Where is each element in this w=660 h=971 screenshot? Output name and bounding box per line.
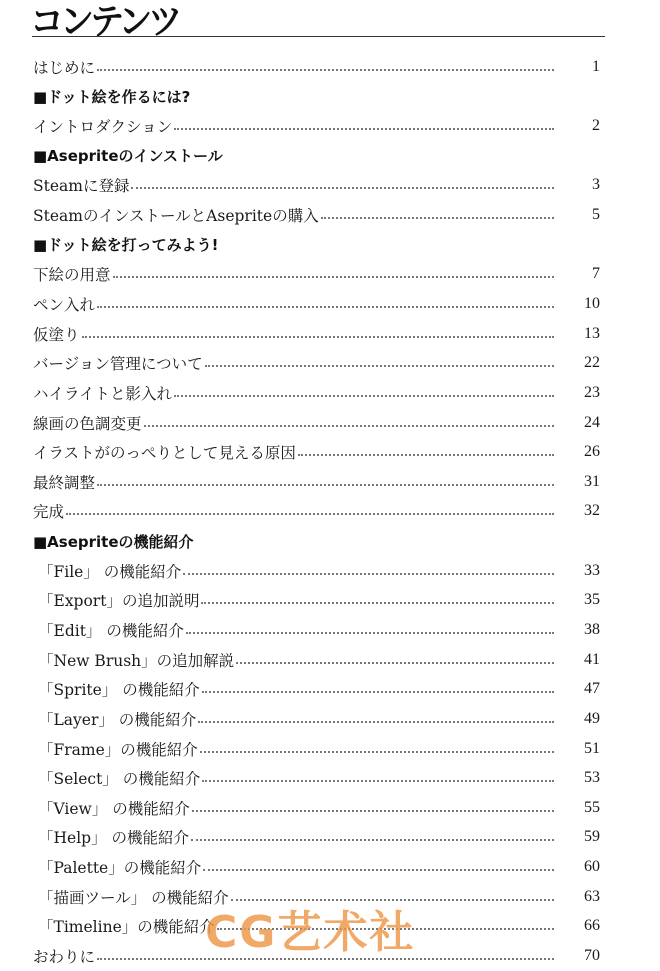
toc-entry-label: 「New Brush」の追加解説	[38, 651, 235, 670]
toc-page-number: 13	[584, 324, 600, 342]
toc-entry[interactable]	[0, 289, 660, 319]
section-heading-label: ■Asepriteのインストール	[33, 147, 223, 166]
toc-entry-label: 「Timeline」の機能紹介	[38, 918, 215, 937]
toc-section-heading	[0, 230, 660, 260]
title-divider	[32, 36, 605, 37]
toc-entry-label: イントロダクション	[33, 118, 173, 137]
toc-entry[interactable]	[0, 467, 660, 497]
toc-entry[interactable]	[0, 556, 660, 586]
toc-page-number: 26	[584, 443, 600, 461]
dot-leader	[298, 454, 554, 456]
toc-entry[interactable]	[0, 674, 660, 704]
toc-entry-label: ペン入れ	[33, 295, 96, 314]
toc-entry-label: 線画の色調変更	[33, 414, 142, 433]
toc-entry-label: 完成	[33, 503, 65, 522]
toc-page-number: 31	[584, 472, 600, 490]
toc-entry-label: 「View」 の機能紹介	[38, 799, 190, 818]
dot-leader	[113, 276, 554, 278]
dot-leader	[131, 187, 554, 189]
watermark: CG艺术社	[205, 907, 416, 958]
toc-entry-label: ハイライトと影入れ	[33, 384, 173, 403]
dot-leader	[174, 395, 554, 397]
toc-entry[interactable]	[0, 852, 660, 882]
toc-page-number: 38	[584, 620, 600, 638]
page-title: コンテンツ	[30, 1, 179, 44]
toc-page-number: 23	[584, 383, 600, 401]
toc-page-number: 24	[584, 413, 600, 431]
dot-leader	[201, 602, 554, 604]
dot-leader	[202, 691, 554, 693]
toc-entry-label: 「Export」の追加説明	[38, 592, 200, 611]
toc-page-number: 3	[592, 176, 600, 194]
toc-page-number: 1	[592, 57, 600, 75]
toc-entry-label: 「描画ツール」 の機能紹介	[38, 888, 229, 907]
toc-page-number: 32	[584, 502, 600, 520]
toc-entry[interactable]	[0, 259, 660, 289]
dot-leader	[205, 365, 554, 367]
dot-leader	[200, 751, 554, 753]
toc-entry[interactable]	[0, 348, 660, 378]
toc-entry-label: バージョン管理について	[33, 355, 203, 374]
toc-page-number: 10	[584, 294, 600, 312]
dot-leader	[186, 632, 554, 634]
toc-page-number: 63	[584, 887, 600, 905]
toc-page-number: 66	[584, 917, 600, 935]
toc-entry[interactable]	[0, 793, 660, 823]
toc-entry-label: SteamのインストールとAsepriteの購入	[33, 207, 319, 226]
toc-entry[interactable]	[0, 704, 660, 734]
dot-leader	[198, 721, 554, 723]
toc-page-number: 47	[584, 680, 600, 698]
toc-section-heading	[0, 141, 660, 171]
toc-page-number: 70	[584, 947, 600, 965]
toc-section-heading	[0, 526, 660, 556]
dot-leader	[97, 69, 554, 71]
toc-entry-label: 「Help」 の機能紹介	[38, 829, 189, 848]
toc-entry-label: イラストがのっぺりとして見える原因	[33, 444, 296, 463]
toc-entry-label: 「Select」 の機能紹介	[38, 770, 201, 789]
toc-entry[interactable]	[0, 645, 660, 675]
toc-page-number: 51	[584, 739, 600, 757]
dot-leader	[183, 573, 554, 575]
toc-page-number: 33	[584, 561, 600, 579]
dot-leader	[321, 217, 554, 219]
toc-entry[interactable]	[0, 763, 660, 793]
dot-leader	[97, 306, 554, 308]
toc-entry[interactable]	[0, 111, 660, 141]
section-heading-label: ■Asepriteの機能紹介	[33, 532, 194, 551]
dot-leader	[97, 484, 554, 486]
section-heading-label: ■ドット絵を打ってみよう!	[33, 236, 219, 255]
toc-page-number: 35	[584, 591, 600, 609]
toc-entry-label: 下絵の用意	[33, 266, 111, 285]
toc-entry-label: はじめに	[33, 58, 96, 77]
toc-page-number: 53	[584, 769, 600, 787]
dot-leader	[191, 839, 554, 841]
toc-entry[interactable]	[0, 437, 660, 467]
toc-page-number: 60	[584, 858, 600, 876]
toc-entry[interactable]	[0, 586, 660, 616]
dot-leader	[192, 810, 554, 812]
toc-entry-label: 「Frame」の機能紹介	[38, 740, 198, 759]
toc-entry[interactable]	[0, 319, 660, 349]
toc-entry-label: 「Palette」の機能紹介	[38, 859, 202, 878]
toc-page-number: 5	[592, 206, 600, 224]
toc-entry[interactable]	[0, 171, 660, 201]
dot-leader	[203, 869, 554, 871]
toc-page-number: 2	[592, 117, 600, 135]
dot-leader	[236, 662, 554, 664]
toc-entry[interactable]	[0, 378, 660, 408]
toc-entry-label: 「Sprite」 の機能紹介	[38, 681, 200, 700]
toc-entry-label: 「File」 の機能紹介	[38, 562, 182, 581]
toc-entry-label: 最終調整	[33, 473, 96, 492]
toc-section-heading	[0, 82, 660, 112]
toc-entry[interactable]	[0, 615, 660, 645]
toc-page-number: 59	[584, 828, 600, 846]
toc-entry-label: Steamに登録	[33, 177, 130, 196]
dot-leader	[144, 425, 554, 427]
toc-entry[interactable]	[0, 52, 660, 82]
toc-page-number: 22	[584, 354, 600, 372]
toc-page-number: 41	[584, 650, 600, 668]
toc-entry-label: 仮塗り	[33, 325, 80, 344]
toc-page-number: 55	[584, 798, 600, 816]
dot-leader	[202, 780, 554, 782]
toc-entry-label: 「Edit」 の機能紹介	[38, 621, 184, 640]
table-of-contents	[0, 52, 660, 971]
toc-entry[interactable]	[0, 497, 660, 527]
toc-entry[interactable]	[0, 823, 660, 853]
toc-entry-label: おわりに	[33, 948, 96, 967]
toc-page-number: 49	[584, 709, 600, 727]
section-heading-label: ■ドット絵を作るには?	[33, 87, 191, 106]
toc-entry-label: 「Layer」 の機能紹介	[38, 710, 197, 729]
dot-leader	[174, 128, 554, 130]
dot-leader	[66, 513, 554, 515]
toc-entry[interactable]	[0, 734, 660, 764]
toc-page-number: 7	[592, 265, 600, 283]
dot-leader	[82, 336, 554, 338]
toc-entry[interactable]	[0, 200, 660, 230]
toc-entry[interactable]	[0, 408, 660, 438]
